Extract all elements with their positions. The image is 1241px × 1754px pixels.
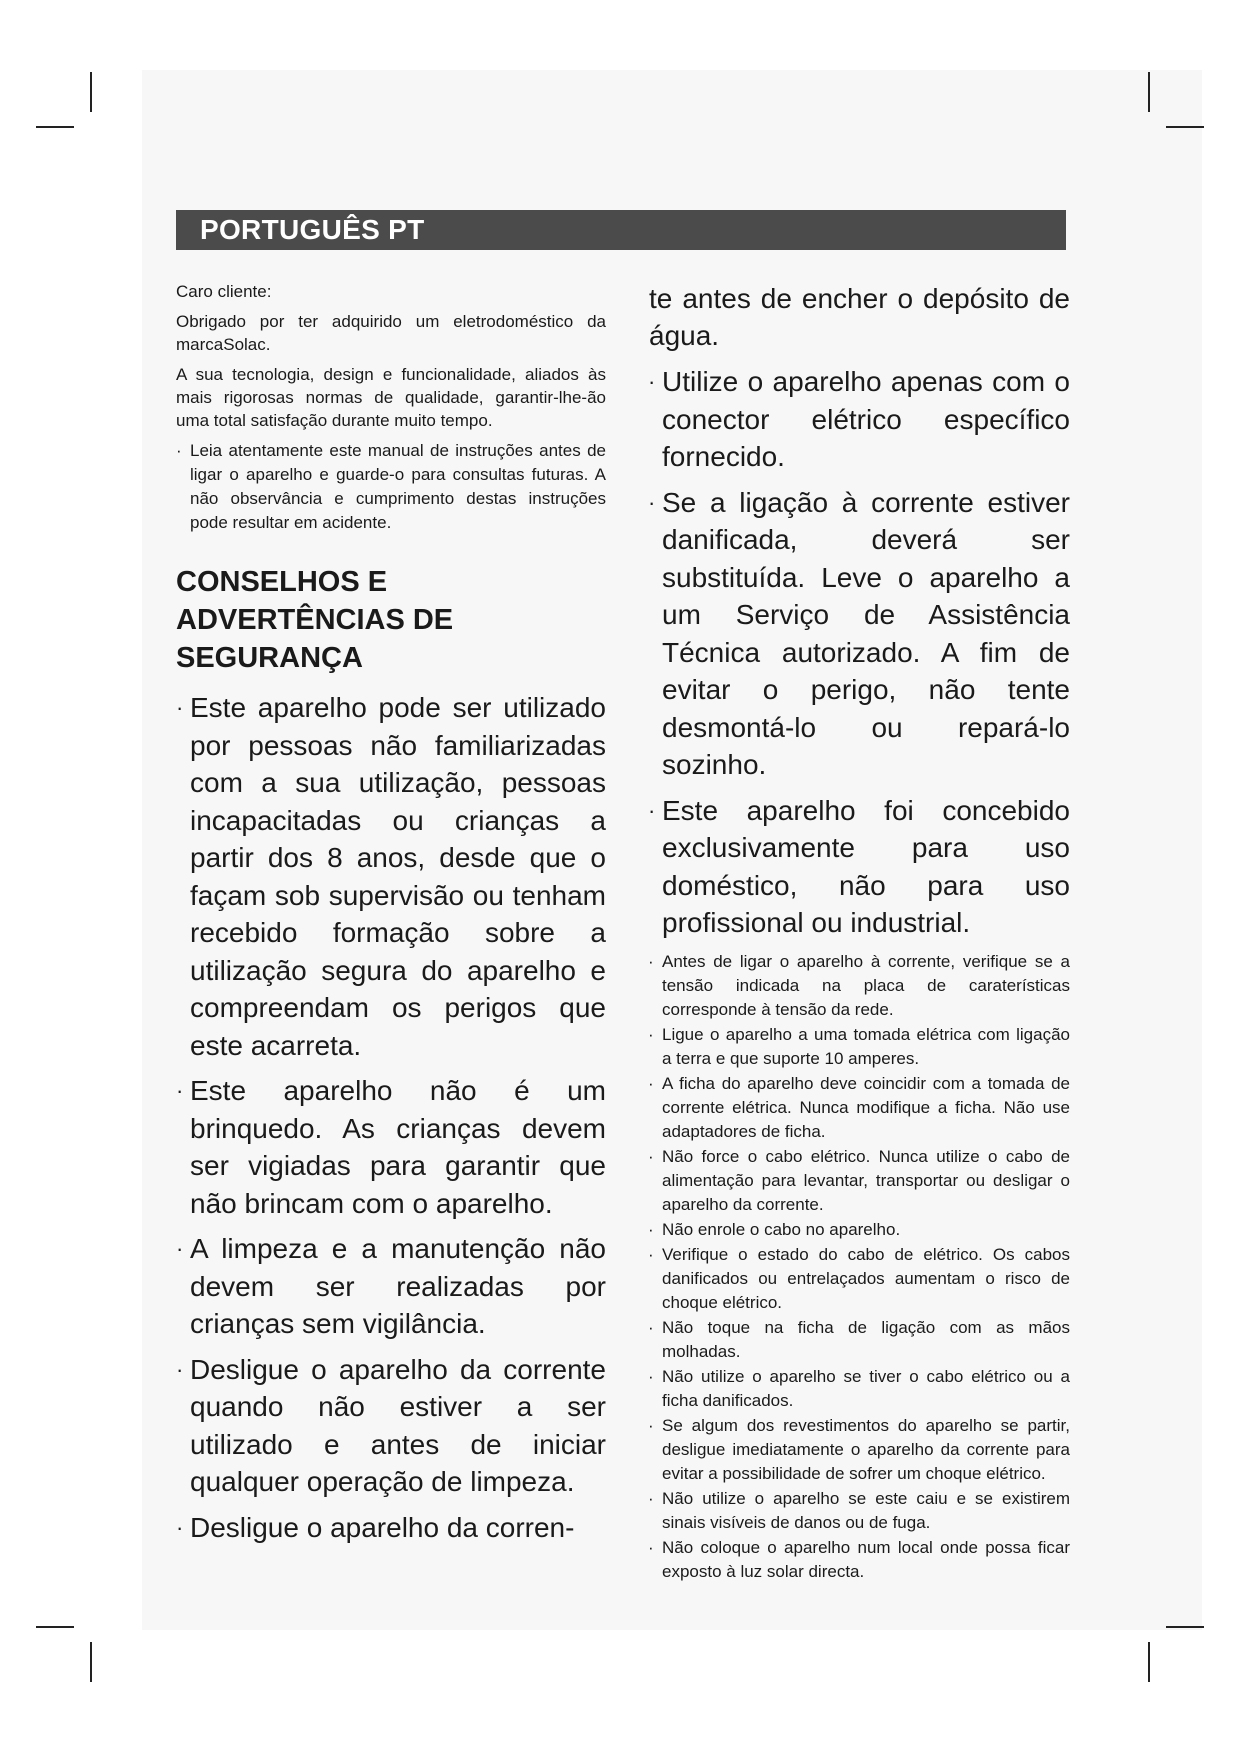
- safety-small-item: · Antes de ligar o aparelho à corrente, verifique se a tensão indicada na placa de caraterísticas corresponde à tensão da rede.: [648, 950, 1070, 1022]
- crop-mark-bottom-right-h: [1166, 1626, 1204, 1628]
- safety-list-small: [648, 950, 1070, 1584]
- crop-mark-top-left-h: [36, 126, 74, 128]
- left-column: [176, 280, 606, 1554]
- safety-item: · Se a ligação à corrente estiver danificada, deverá ser substituída. Leve o aparelho a um Serviço de Assistência Técnica autorizado. A fim de evitar o perigo, não tente desmontá-lo ou repará-lo sozinho.: [648, 484, 1070, 784]
- safety-small-item: · Ligue o aparelho a uma tomada elétrica com ligação a terra e que suporte 10 amperes.: [648, 1023, 1070, 1071]
- safety-list-right: [648, 363, 1070, 942]
- intro-paragraph: A sua tecnologia, design e funcionalidade, aliados às mais rigorosas normas de qualidade, garantir-lhe-ão uma total satisfação durante muito tempo.: [176, 365, 606, 430]
- safety-item: · A limpeza e a manutenção não devem ser realizadas por crianças sem vigilância.: [176, 1230, 606, 1343]
- safety-small-item: · Se algum dos revestimentos do aparelho se partir, desligue imediatamente o aparelho da corrente para evitar a possibilidade de sofrer um choque elétrico.: [648, 1414, 1070, 1486]
- safety-item: · Este aparelho pode ser utilizado por pessoas não familiarizadas com a sua utilização, pessoas incapacitadas ou crianças a partir dos 8 anos, desde que o façam sob supervisão ou tenham recebido formação sobre a utilização segura do aparelho e compreendam os perigos que este acarreta.: [176, 689, 606, 1064]
- safety-heading: CONSELHOS E ADVERTÊNCIAS DE SEGURANÇA: [176, 566, 454, 674]
- right-column: [648, 280, 1070, 1585]
- crop-mark-top-right-v: [1148, 72, 1150, 112]
- safety-small-item: · Não enrole o cabo no aparelho.: [648, 1218, 1070, 1242]
- safety-small-item: · Não force o cabo elétrico. Nunca utilize o cabo de alimentação para levantar, transportar ou desligar o aparelho da corrente.: [648, 1145, 1070, 1217]
- crop-mark-bottom-left-v: [90, 1642, 92, 1682]
- safety-item: · Este aparelho foi concebido exclusivamente para uso doméstico, não para uso profissional ou industrial.: [648, 792, 1070, 942]
- language-header: PORTUGUÊS PT: [176, 210, 1066, 250]
- safety-list-left: [176, 689, 606, 1546]
- intro-paragraph: Obrigado por ter adquirido um eletrodoméstico da marcaSolac.: [176, 312, 606, 354]
- crop-mark-top-left-v: [90, 72, 92, 112]
- safety-item: · Desligue o aparelho da corrente quando não estiver a ser utilizado e antes de iniciar qualquer operação de limpeza.: [176, 1351, 606, 1501]
- greeting: Caro cliente:: [176, 282, 272, 301]
- safety-small-item: · Não utilize o aparelho se tiver o cabo elétrico ou a ficha danificados.: [648, 1365, 1070, 1413]
- safety-small-item: · A ficha do aparelho deve coincidir com a tomada de corrente elétrica. Nunca modifique a ficha. Não use adaptadores de ficha.: [648, 1072, 1070, 1144]
- crop-mark-bottom-right-v: [1148, 1642, 1150, 1682]
- safety-small-item: · Não utilize o aparelho se este caiu e se existirem sinais visíveis de danos ou de fuga.: [648, 1487, 1070, 1535]
- safety-item: · Este aparelho não é um brinquedo. As crianças devem ser vigiadas para garantir que não brincam com o aparelho.: [176, 1072, 606, 1222]
- safety-small-item: · Verifique o estado do cabo de elétrico. Os cabos danificados ou entrelaçados aumentam o risco de choque elétrico.: [648, 1243, 1070, 1315]
- safety-item: · Desligue o aparelho da corren-: [176, 1509, 606, 1547]
- intro-note-list: [176, 439, 606, 535]
- safety-item-continuation: te antes de encher o depósito de água.: [649, 283, 1070, 351]
- intro-note: · Leia atentamente este manual de instruções antes de ligar o aparelho e guarde-o para consultas futuras. A não observância e cumprimento destas instruções pode resultar em acidente.: [176, 439, 606, 535]
- crop-mark-top-right-h: [1166, 126, 1204, 128]
- safety-small-item: · Não coloque o aparelho num local onde possa ficar exposto à luz solar directa.: [648, 1536, 1070, 1584]
- safety-item: · Utilize o aparelho apenas com o conector elétrico específico fornecido.: [648, 363, 1070, 476]
- crop-mark-bottom-left-h: [36, 1626, 74, 1628]
- safety-small-item: · Não toque na ficha de ligação com as mãos molhadas.: [648, 1316, 1070, 1364]
